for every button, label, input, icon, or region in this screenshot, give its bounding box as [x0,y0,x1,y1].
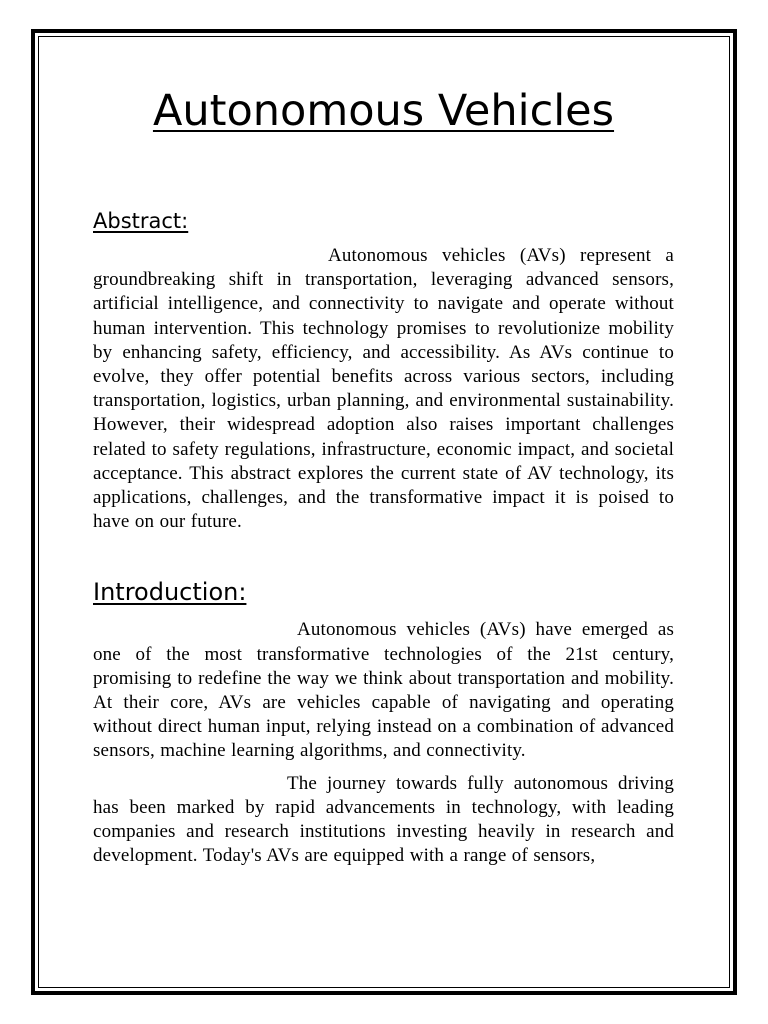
introduction-heading: Introduction: [93,578,247,607]
introduction-paragraph-2: The journey towards fully autonomous driving has been marked by rapid advancements in technology, with leading companies and research institutions investing heavily in research and development. Today's AVs are equipped with a range of sensors, [93,772,674,867]
abstract-paragraph: Autonomous vehicles (AVs) represent a groundbreaking shift in transportation, leveraging advanced sensors, artificial intelligence, and connectivity to navigate and operate without human intervention. This technology promises to revolutionize mobility by enhancing safety, efficiency, and accessibility. As AVs continue to evolve, they offer potential benefits across various sectors, including transportation, logistics, urban planning, and environmental sustainability. However, their widespread adoption also raises important challenges related to safety regulations, infrastructure, economic impact, and societal acceptance. This abstract explores the current state of AV technology, its applications, challenges, and the transformative impact it is poised to have on our future. [93,245,674,533]
abstract-heading: Abstract: [93,209,189,233]
introduction-paragraph-1: Autonomous vehicles (AVs) have emerged as one of the most transformative technologies of the 21st century, promising to redefine the way we think about transportation and mobility. At their core, AVs are vehicles capable of navigating and operating without direct human input, relying instead on a combination of advanced sensors, machine learning algorithms, and connectivity. [93,619,674,762]
document-title: Autonomous Vehicles [152,86,615,136]
document-content [93,80,674,868]
